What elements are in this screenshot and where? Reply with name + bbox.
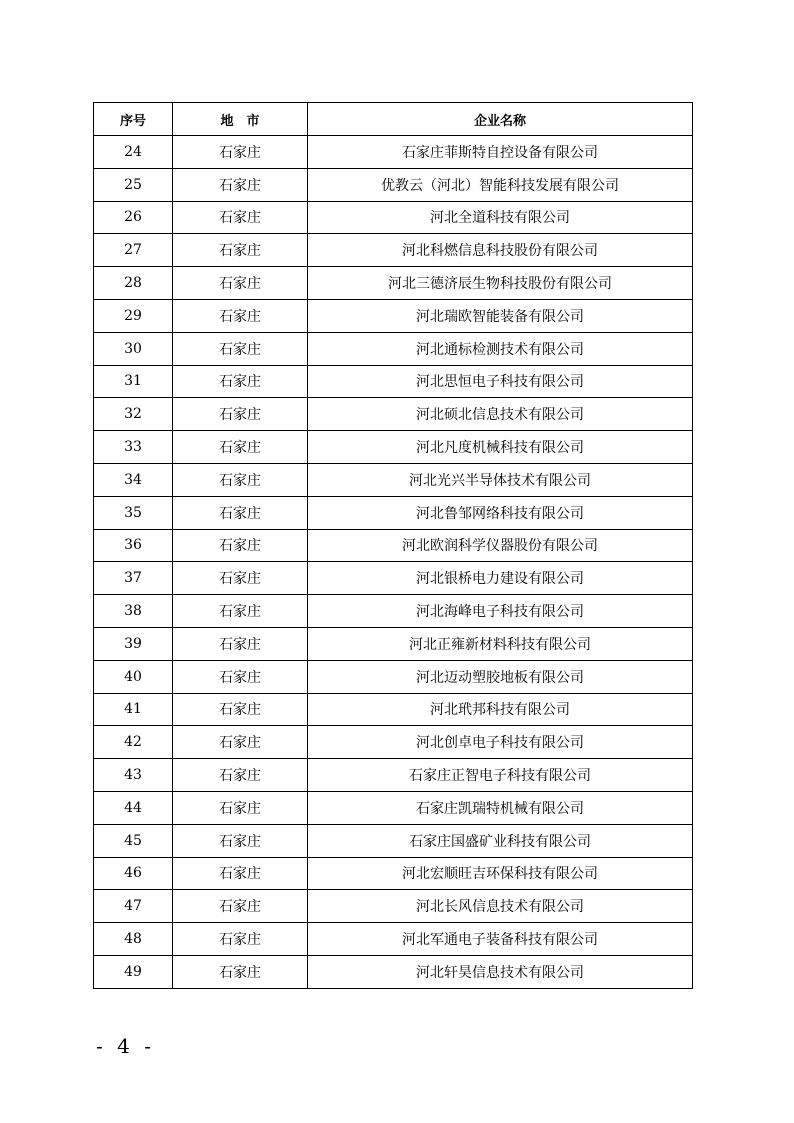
table-row bbox=[94, 299, 693, 332]
cell-city: 石家庄 bbox=[173, 201, 308, 234]
cell-company-name: 石家庄凯瑞特机械有限公司 bbox=[308, 791, 693, 824]
cell-city: 石家庄 bbox=[173, 529, 308, 562]
cell-city: 石家庄 bbox=[173, 136, 308, 169]
cell-index: 45 bbox=[94, 824, 173, 857]
cell-company-name: 河北三德济辰生物科技股份有限公司 bbox=[308, 267, 693, 300]
cell-city: 石家庄 bbox=[173, 726, 308, 759]
cell-company-name: 河北瑞欧智能装备有限公司 bbox=[308, 299, 693, 332]
table-row bbox=[94, 595, 693, 628]
cell-company-name: 石家庄正智电子科技有限公司 bbox=[308, 759, 693, 792]
header-company-name: 企业名称 bbox=[308, 103, 693, 136]
cell-index: 32 bbox=[94, 398, 173, 431]
cell-index: 37 bbox=[94, 562, 173, 595]
table-header-row bbox=[94, 103, 693, 136]
cell-company-name: 河北硕北信息技术有限公司 bbox=[308, 398, 693, 431]
page-number: - 4 - bbox=[96, 1034, 155, 1058]
table-row bbox=[94, 890, 693, 923]
cell-city: 石家庄 bbox=[173, 267, 308, 300]
cell-index: 24 bbox=[94, 136, 173, 169]
table-row bbox=[94, 759, 693, 792]
cell-company-name: 河北轩昊信息技术有限公司 bbox=[308, 955, 693, 988]
cell-company-name: 石家庄国盛矿业科技有限公司 bbox=[308, 824, 693, 857]
cell-company-name: 河北鲁邹网络科技有限公司 bbox=[308, 496, 693, 529]
table-row bbox=[94, 332, 693, 365]
header-city: 地 市 bbox=[173, 103, 308, 136]
cell-city: 石家庄 bbox=[173, 398, 308, 431]
cell-company-name: 河北光兴半导体技术有限公司 bbox=[308, 463, 693, 496]
table-row bbox=[94, 529, 693, 562]
cell-index: 33 bbox=[94, 431, 173, 464]
table-row bbox=[94, 627, 693, 660]
table-row bbox=[94, 234, 693, 267]
cell-city: 石家庄 bbox=[173, 627, 308, 660]
cell-company-name: 河北凡度机械科技有限公司 bbox=[308, 431, 693, 464]
cell-company-name: 河北科燃信息科技股份有限公司 bbox=[308, 234, 693, 267]
cell-index: 43 bbox=[94, 759, 173, 792]
cell-company-name: 河北海峰电子科技有限公司 bbox=[308, 595, 693, 628]
cell-index: 29 bbox=[94, 299, 173, 332]
cell-city: 石家庄 bbox=[173, 890, 308, 923]
cell-index: 27 bbox=[94, 234, 173, 267]
cell-index: 39 bbox=[94, 627, 173, 660]
cell-company-name: 河北创卓电子科技有限公司 bbox=[308, 726, 693, 759]
table-row bbox=[94, 857, 693, 890]
cell-city: 石家庄 bbox=[173, 332, 308, 365]
cell-company-name: 河北思恒电子科技有限公司 bbox=[308, 365, 693, 398]
table-row bbox=[94, 365, 693, 398]
cell-company-name: 河北玳邦科技有限公司 bbox=[308, 693, 693, 726]
table-row bbox=[94, 267, 693, 300]
table-row bbox=[94, 463, 693, 496]
cell-index: 47 bbox=[94, 890, 173, 923]
cell-city: 石家庄 bbox=[173, 562, 308, 595]
cell-city: 石家庄 bbox=[173, 463, 308, 496]
cell-city: 石家庄 bbox=[173, 234, 308, 267]
cell-index: 26 bbox=[94, 201, 173, 234]
cell-index: 36 bbox=[94, 529, 173, 562]
cell-city: 石家庄 bbox=[173, 660, 308, 693]
cell-city: 石家庄 bbox=[173, 693, 308, 726]
cell-index: 28 bbox=[94, 267, 173, 300]
cell-index: 35 bbox=[94, 496, 173, 529]
cell-company-name: 河北正雍新材料科技有限公司 bbox=[308, 627, 693, 660]
cell-company-name: 河北迈动塑胶地板有限公司 bbox=[308, 660, 693, 693]
cell-index: 38 bbox=[94, 595, 173, 628]
table-row bbox=[94, 923, 693, 956]
table-row bbox=[94, 431, 693, 464]
cell-index: 25 bbox=[94, 168, 173, 201]
cell-index: 30 bbox=[94, 332, 173, 365]
cell-company-name: 河北欧润科学仪器股份有限公司 bbox=[308, 529, 693, 562]
cell-city: 石家庄 bbox=[173, 299, 308, 332]
cell-city: 石家庄 bbox=[173, 759, 308, 792]
cell-index: 41 bbox=[94, 693, 173, 726]
table-row bbox=[94, 398, 693, 431]
cell-index: 42 bbox=[94, 726, 173, 759]
cell-index: 44 bbox=[94, 791, 173, 824]
cell-index: 49 bbox=[94, 955, 173, 988]
table-row bbox=[94, 791, 693, 824]
cell-city: 石家庄 bbox=[173, 955, 308, 988]
cell-company-name: 河北通标检测技术有限公司 bbox=[308, 332, 693, 365]
table-row bbox=[94, 660, 693, 693]
table-row bbox=[94, 693, 693, 726]
cell-company-name: 河北宏顺旺吉环保科技有限公司 bbox=[308, 857, 693, 890]
cell-city: 石家庄 bbox=[173, 595, 308, 628]
table-row bbox=[94, 496, 693, 529]
cell-index: 48 bbox=[94, 923, 173, 956]
table-row bbox=[94, 955, 693, 988]
table-row bbox=[94, 136, 693, 169]
table-row bbox=[94, 726, 693, 759]
cell-index: 46 bbox=[94, 857, 173, 890]
cell-index: 34 bbox=[94, 463, 173, 496]
table-row bbox=[94, 824, 693, 857]
cell-company-name: 河北银桥电力建设有限公司 bbox=[308, 562, 693, 595]
header-index: 序号 bbox=[94, 103, 173, 136]
table-row bbox=[94, 201, 693, 234]
cell-city: 石家庄 bbox=[173, 168, 308, 201]
table-body bbox=[94, 136, 693, 989]
cell-city: 石家庄 bbox=[173, 857, 308, 890]
cell-index: 40 bbox=[94, 660, 173, 693]
cell-company-name: 优教云（河北）智能科技发展有限公司 bbox=[308, 168, 693, 201]
cell-city: 石家庄 bbox=[173, 824, 308, 857]
cell-company-name: 河北军通电子装备科技有限公司 bbox=[308, 923, 693, 956]
cell-city: 石家庄 bbox=[173, 791, 308, 824]
cell-company-name: 河北长风信息技术有限公司 bbox=[308, 890, 693, 923]
cell-company-name: 河北全道科技有限公司 bbox=[308, 201, 693, 234]
enterprise-table bbox=[93, 102, 693, 989]
cell-city: 石家庄 bbox=[173, 496, 308, 529]
cell-index: 31 bbox=[94, 365, 173, 398]
cell-company-name: 石家庄菲斯特自控设备有限公司 bbox=[308, 136, 693, 169]
cell-city: 石家庄 bbox=[173, 923, 308, 956]
cell-city: 石家庄 bbox=[173, 431, 308, 464]
table-row bbox=[94, 562, 693, 595]
cell-city: 石家庄 bbox=[173, 365, 308, 398]
table-row bbox=[94, 168, 693, 201]
